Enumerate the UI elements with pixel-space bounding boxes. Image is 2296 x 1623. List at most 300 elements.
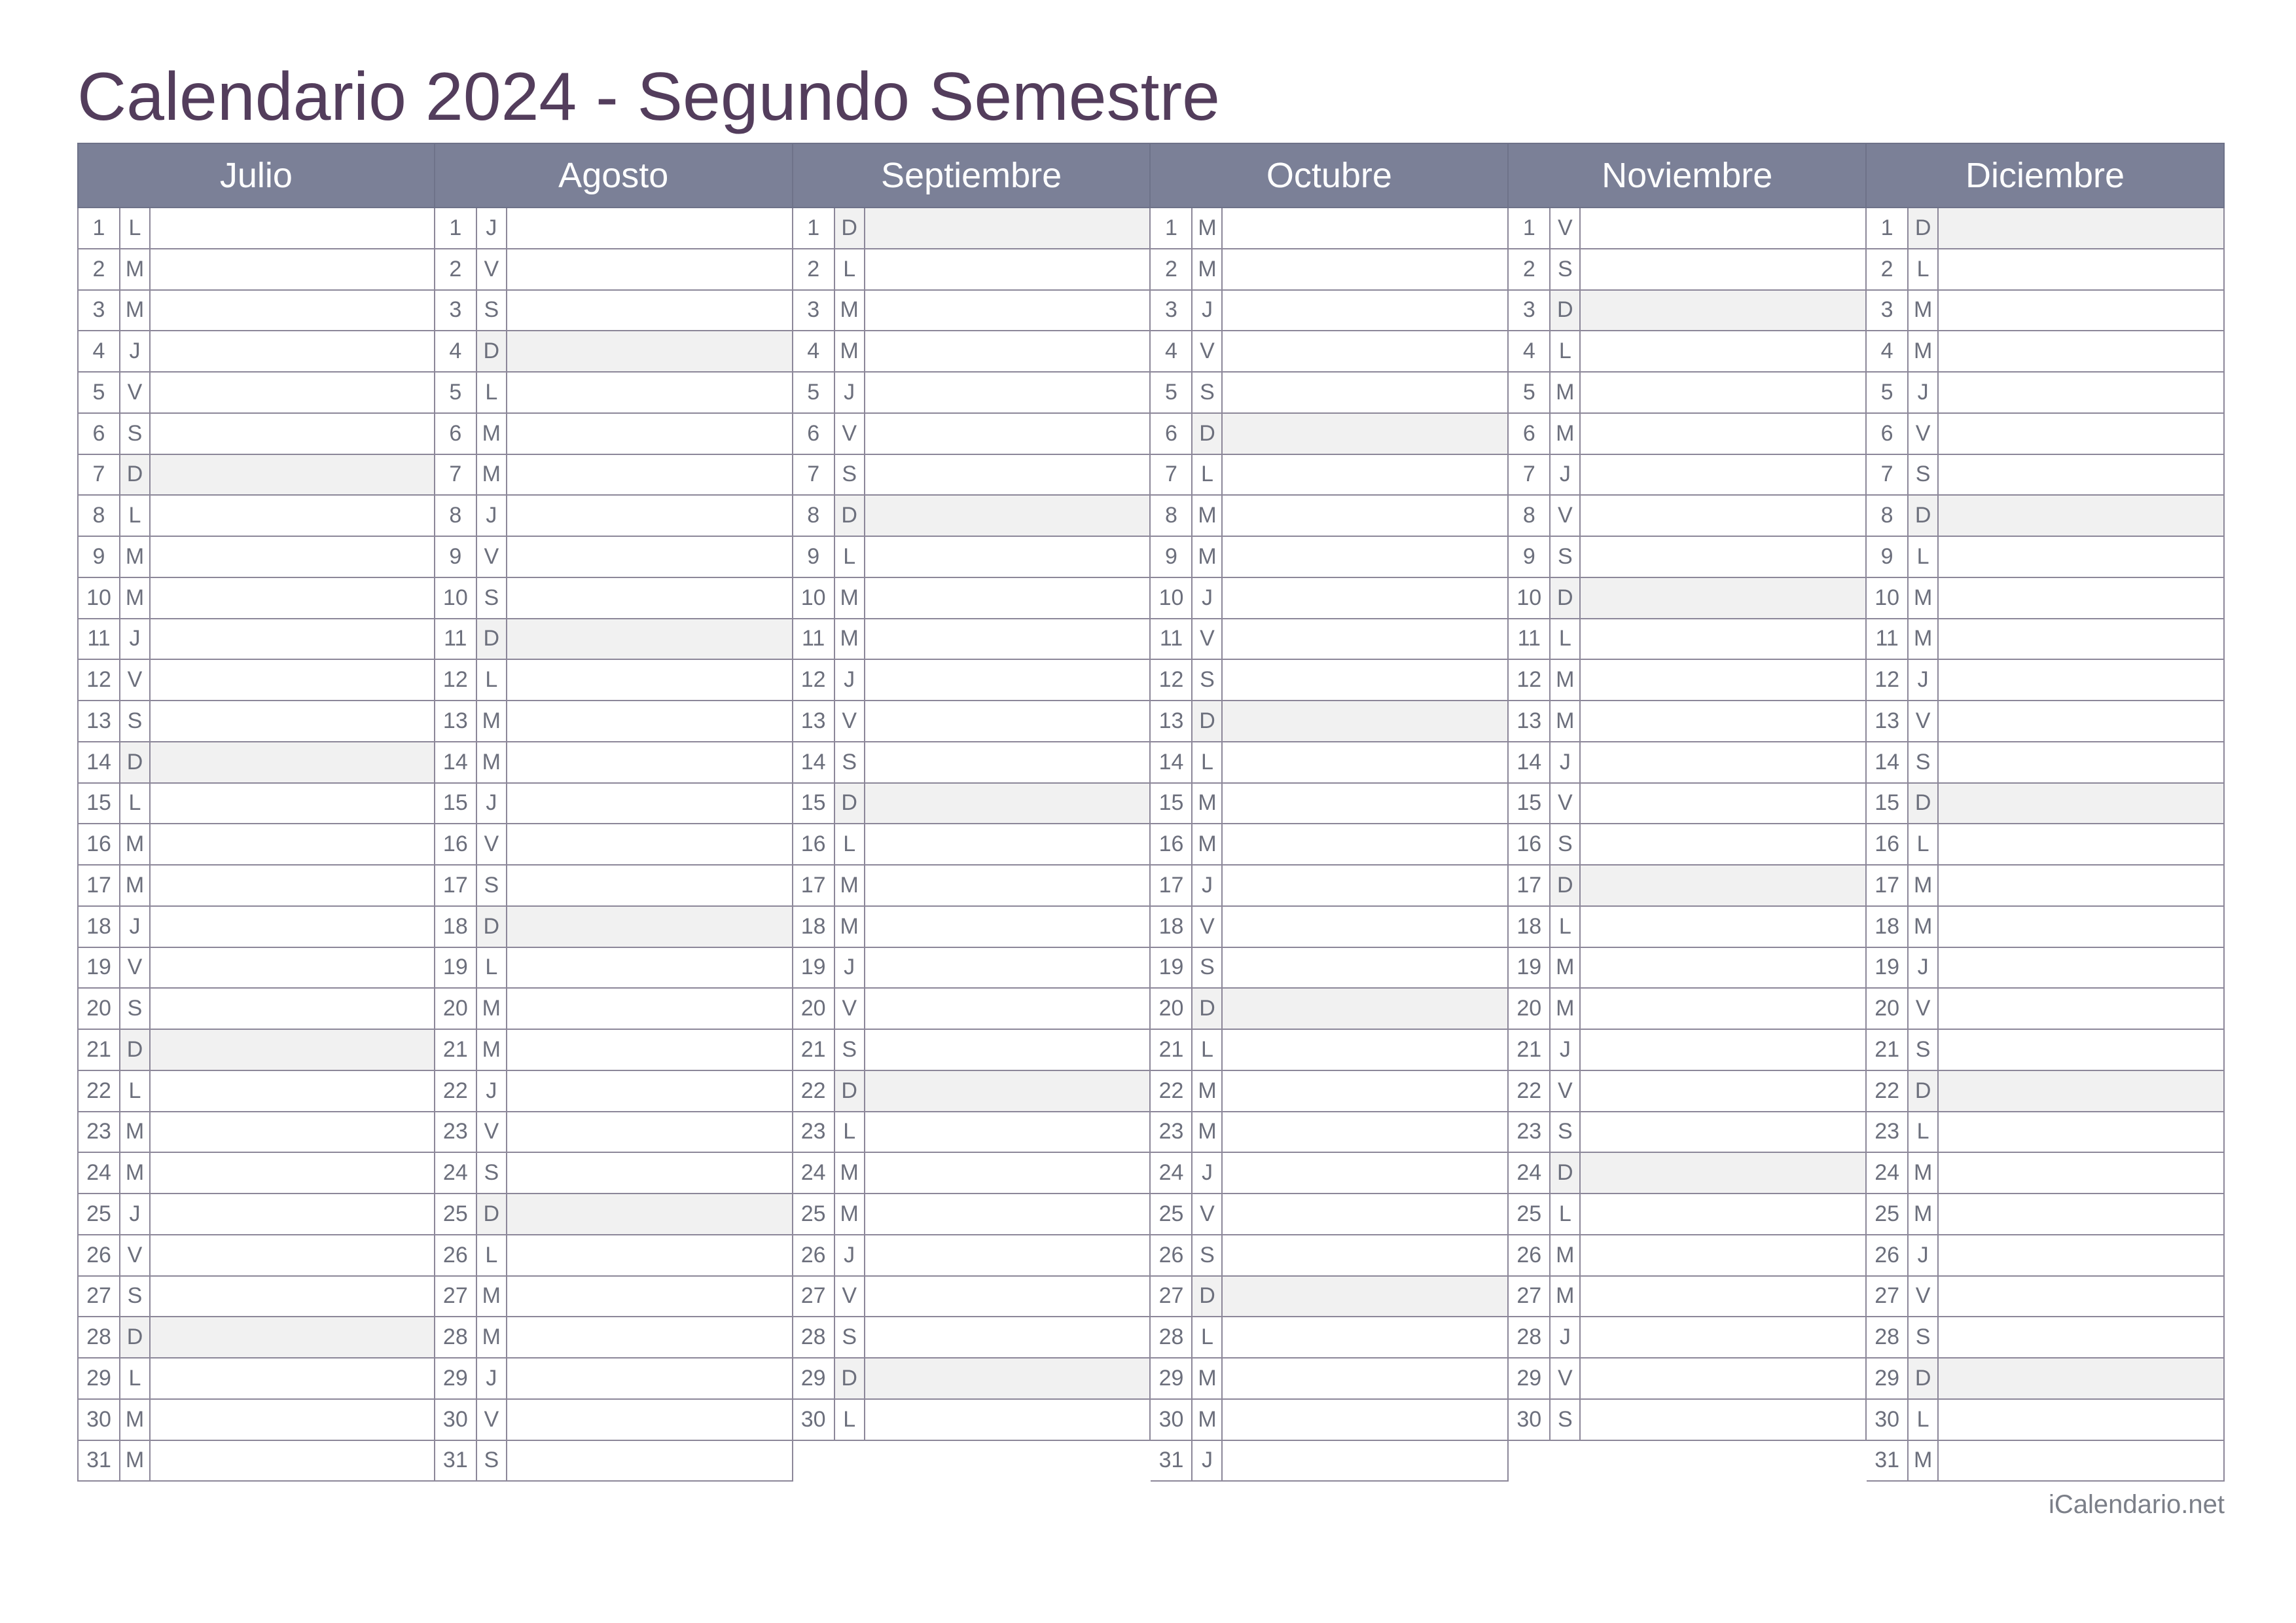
weekday-letter: L [1909,1112,1939,1152]
note-cell [1939,866,2223,905]
day-row [435,866,793,907]
note-cell [1581,1400,1865,1440]
note-cell [507,784,792,824]
day-number: 25 [1867,1194,1909,1234]
weekday-letter: M [1193,1359,1223,1398]
note-cell [151,742,434,782]
note-cell [507,824,792,864]
day-number: 30 [435,1400,477,1440]
note-cell [1581,1235,1865,1275]
day-row [1151,455,1509,496]
day-row [1151,742,1509,784]
day-number: 28 [1151,1317,1193,1357]
weekday-letter: V [1551,496,1581,536]
day-number: 5 [79,373,120,412]
day-number: 15 [1151,784,1193,824]
day-row [1867,578,2225,619]
day-row [77,331,435,373]
note-cell [865,414,1150,454]
note-cell [1939,455,2223,495]
note-cell [865,1317,1150,1357]
day-number: 9 [1151,537,1193,577]
weekday-letter: S [477,1441,507,1481]
day-row [1151,989,1509,1030]
weekday-letter: S [1551,824,1581,864]
day-number: 6 [1151,414,1193,454]
day-number: 22 [79,1071,120,1111]
weekday-letter: L [120,1071,151,1111]
note-cell [1581,208,1865,248]
weekday-letter: S [1551,1112,1581,1152]
note-cell [151,1400,434,1440]
day-number: 1 [1867,208,1909,248]
weekday-letter: S [1909,455,1939,495]
day-row [435,660,793,701]
day-number: 4 [793,331,835,371]
day-number: 24 [1509,1153,1551,1193]
weekday-letter: S [1909,742,1939,782]
day-row [793,1277,1151,1318]
day-row [1867,1441,2225,1482]
day-row [1509,373,1867,414]
day-number: 23 [1509,1112,1551,1152]
weekday-letter: M [1551,373,1581,412]
day-row [793,1153,1151,1194]
day-number: 27 [79,1277,120,1317]
day-number: 15 [79,784,120,824]
weekday-letter: D [1909,1359,1939,1398]
weekday-letter: L [477,660,507,700]
day-number: 2 [1151,249,1193,289]
day-number: 21 [1509,1030,1551,1070]
day-number: 16 [793,824,835,864]
day-row [1867,1030,2225,1071]
weekday-letter: D [120,455,151,495]
day-number: 13 [793,701,835,741]
note-cell [507,1441,792,1481]
note-cell [1223,455,1507,495]
day-number: 25 [79,1194,120,1234]
weekday-letter: S [835,1030,865,1070]
month-column [1867,143,2225,1482]
note-cell [1581,537,1865,577]
day-number: 9 [1867,537,1909,577]
day-number: 12 [793,660,835,700]
weekday-letter: V [835,989,865,1029]
day-row [1867,907,2225,948]
note-cell [507,1071,792,1111]
day-number: 17 [1151,866,1193,905]
day-number: 29 [1509,1359,1551,1398]
weekday-letter: J [1193,1153,1223,1193]
day-row [77,701,435,742]
note-cell [865,496,1150,536]
day-row [793,1194,1151,1235]
weekday-letter: M [120,291,151,331]
day-number: 8 [793,496,835,536]
month-column [1509,143,1867,1441]
weekday-letter: L [1193,455,1223,495]
weekday-letter: M [1909,1194,1939,1234]
note-cell [151,1441,434,1481]
day-number: 12 [79,660,120,700]
weekday-letter: M [1909,1153,1939,1193]
weekday-letter: M [1909,1441,1939,1481]
note-cell [1939,208,2223,248]
day-number: 30 [1867,1400,1909,1440]
day-row [77,948,435,989]
month-header: Septiembre [793,143,1151,208]
note-cell [865,1030,1150,1070]
day-row [1509,1359,1867,1400]
weekday-letter: S [1551,537,1581,577]
note-cell [865,1277,1150,1317]
day-row [435,701,793,742]
day-number: 3 [793,291,835,331]
note-cell [1581,742,1865,782]
day-row [435,496,793,537]
weekday-letter: V [1551,1359,1581,1398]
note-cell [865,1194,1150,1234]
month-column [793,143,1151,1441]
day-number: 12 [1151,660,1193,700]
day-number: 23 [1867,1112,1909,1152]
note-cell [1581,1071,1865,1111]
note-cell [865,1153,1150,1193]
weekday-letter: S [1193,948,1223,988]
weekday-letter: V [835,1277,865,1317]
note-cell [1223,1359,1507,1398]
note-cell [1223,1317,1507,1357]
day-number: 26 [1509,1235,1551,1275]
day-number: 1 [79,208,120,248]
day-row [77,1400,435,1441]
weekday-letter: V [1909,989,1939,1029]
day-number: 15 [435,784,477,824]
day-number: 28 [1867,1317,1909,1357]
weekday-letter: V [835,414,865,454]
weekday-letter: M [1193,1112,1223,1152]
day-row [793,331,1151,373]
note-cell [865,824,1150,864]
day-number: 4 [435,331,477,371]
day-number: 1 [793,208,835,248]
day-row [793,948,1151,989]
day-number: 12 [435,660,477,700]
weekday-letter: V [1909,414,1939,454]
day-row [1509,249,1867,291]
day-row [1509,1235,1867,1277]
day-number: 7 [1867,455,1909,495]
note-cell [1939,1153,2223,1193]
weekday-letter: D [477,907,507,947]
day-number: 24 [793,1153,835,1193]
weekday-letter: M [477,989,507,1029]
weekday-letter: J [835,660,865,700]
day-row [77,866,435,907]
month-column [77,143,435,1482]
note-cell [1939,1317,2223,1357]
day-row [435,249,793,291]
note-cell [1223,1112,1507,1152]
weekday-letter: D [835,784,865,824]
day-number: 9 [1509,537,1551,577]
note-cell [1581,907,1865,947]
weekday-letter: S [1909,1317,1939,1357]
weekday-letter: J [477,784,507,824]
day-number: 21 [79,1030,120,1070]
note-cell [1581,1153,1865,1193]
note-cell [1939,660,2223,700]
weekday-letter: S [835,455,865,495]
day-row [1867,455,2225,496]
day-row [1509,414,1867,455]
note-cell [865,619,1150,659]
note-cell [507,496,792,536]
note-cell [1939,1030,2223,1070]
weekday-letter: S [1193,373,1223,412]
note-cell [507,1153,792,1193]
day-number: 30 [79,1400,120,1440]
day-row [77,619,435,661]
day-row [1867,619,2225,661]
day-number: 24 [435,1153,477,1193]
note-cell [1581,1359,1865,1398]
weekday-letter: L [1193,742,1223,782]
day-row [77,373,435,414]
day-row [1151,660,1509,701]
weekday-letter: J [1551,1317,1581,1357]
day-row [793,249,1151,291]
weekday-letter: M [120,1441,151,1481]
weekday-letter: M [120,824,151,864]
note-cell [507,1277,792,1317]
weekday-letter: J [835,373,865,412]
day-number: 19 [79,948,120,988]
note-cell [1223,824,1507,864]
weekday-letter: L [1551,1194,1581,1234]
day-number: 5 [1867,373,1909,412]
weekday-letter: M [120,1400,151,1440]
day-row [793,1400,1151,1441]
day-number: 6 [435,414,477,454]
day-number: 27 [1867,1277,1909,1317]
weekday-letter: V [1909,1277,1939,1317]
day-number: 27 [793,1277,835,1317]
day-row [77,1317,435,1359]
weekday-letter: L [477,948,507,988]
day-number: 23 [793,1112,835,1152]
day-number: 8 [1509,496,1551,536]
day-number: 10 [79,578,120,618]
day-row [435,784,793,825]
weekday-letter: D [835,496,865,536]
weekday-letter: D [835,1359,865,1398]
day-row [435,824,793,866]
day-row [793,414,1151,455]
note-cell [1223,208,1507,248]
day-number: 30 [1151,1400,1193,1440]
day-row [793,291,1151,332]
day-number: 2 [435,249,477,289]
day-row [435,537,793,578]
note-cell [151,455,434,495]
note-cell [1939,578,2223,618]
note-cell [1223,1400,1507,1440]
day-row [793,1317,1151,1359]
day-number: 6 [1867,414,1909,454]
weekday-letter: V [835,701,865,741]
month-column [1151,143,1509,1482]
note-cell [1581,331,1865,371]
note-cell [1581,1030,1865,1070]
day-number: 24 [1867,1153,1909,1193]
day-row [1151,619,1509,661]
weekday-letter: L [1909,1400,1939,1440]
day-row [77,1194,435,1235]
day-number: 4 [1151,331,1193,371]
weekday-letter: S [1551,1400,1581,1440]
day-number: 1 [1509,208,1551,248]
day-number: 28 [1509,1317,1551,1357]
note-cell [1223,1030,1507,1070]
note-cell [507,701,792,741]
day-row [435,1441,793,1482]
day-row [435,414,793,455]
day-number: 12 [1509,660,1551,700]
day-number: 3 [1867,291,1909,331]
note-cell [507,660,792,700]
day-row [1151,331,1509,373]
day-row [1867,866,2225,907]
day-row [77,784,435,825]
note-cell [1581,619,1865,659]
note-cell [865,784,1150,824]
day-number: 5 [1509,373,1551,412]
day-number: 21 [1151,1030,1193,1070]
weekday-letter: D [1551,291,1581,331]
day-number: 19 [1867,948,1909,988]
day-number: 2 [79,249,120,289]
weekday-letter: S [120,414,151,454]
day-number: 10 [1509,578,1551,618]
note-cell [1939,1112,2223,1152]
day-row [1867,291,2225,332]
weekday-letter: D [1909,496,1939,536]
note-cell [865,249,1150,289]
month-header: Noviembre [1509,143,1867,208]
day-row [77,1030,435,1071]
note-cell [1223,1071,1507,1111]
weekday-letter: J [1909,1235,1939,1275]
weekday-letter: L [1909,249,1939,289]
day-row [1509,989,1867,1030]
note-cell [151,414,434,454]
day-number: 22 [1151,1071,1193,1111]
day-row [77,742,435,784]
day-row [1867,1317,2225,1359]
day-number: 7 [435,455,477,495]
day-row [435,1317,793,1359]
day-row [1509,742,1867,784]
day-number: 7 [1509,455,1551,495]
day-number: 21 [793,1030,835,1070]
day-number: 21 [435,1030,477,1070]
day-number: 24 [79,1153,120,1193]
note-cell [865,373,1150,412]
note-cell [865,742,1150,782]
weekday-letter: D [477,1194,507,1234]
weekday-letter: M [477,742,507,782]
weekday-letter: M [120,249,151,289]
day-number: 29 [793,1359,835,1398]
note-cell [1223,496,1507,536]
day-row [1509,1277,1867,1318]
day-row [1509,660,1867,701]
day-row [435,989,793,1030]
weekday-letter: D [120,1317,151,1357]
note-cell [507,208,792,248]
day-row [435,291,793,332]
day-row [77,660,435,701]
note-cell [1939,373,2223,412]
note-cell [507,331,792,371]
day-row [1151,1400,1509,1441]
weekday-letter: M [120,866,151,905]
day-row [1867,1112,2225,1154]
weekday-letter: M [835,291,865,331]
day-row [77,907,435,948]
month-header: Julio [77,143,435,208]
day-row [1867,1359,2225,1400]
note-cell [1223,907,1507,947]
note-cell [151,496,434,536]
day-row [1509,578,1867,619]
weekday-letter: V [477,537,507,577]
day-number: 1 [1151,208,1193,248]
note-cell [1939,742,2223,782]
day-number: 10 [793,578,835,618]
weekday-letter: M [1193,784,1223,824]
day-row [1867,414,2225,455]
weekday-letter: M [835,619,865,659]
note-cell [151,948,434,988]
day-row [1151,496,1509,537]
weekday-letter: L [120,496,151,536]
note-cell [1581,373,1865,412]
weekday-letter: J [1909,948,1939,988]
day-row [1151,1112,1509,1154]
weekday-letter: M [1193,1071,1223,1111]
note-cell [865,208,1150,248]
day-number: 4 [1867,331,1909,371]
day-row [1151,1071,1509,1112]
note-cell [865,989,1150,1029]
note-cell [1939,1071,2223,1111]
weekday-letter: J [1909,373,1939,412]
note-cell [151,989,434,1029]
note-cell [1223,619,1507,659]
note-cell [865,1359,1150,1398]
day-number: 19 [793,948,835,988]
day-number: 15 [1867,784,1909,824]
weekday-letter: M [1193,537,1223,577]
weekday-letter: M [835,1194,865,1234]
weekday-letter: J [120,619,151,659]
day-number: 29 [1867,1359,1909,1398]
note-cell [507,742,792,782]
note-cell [1223,414,1507,454]
